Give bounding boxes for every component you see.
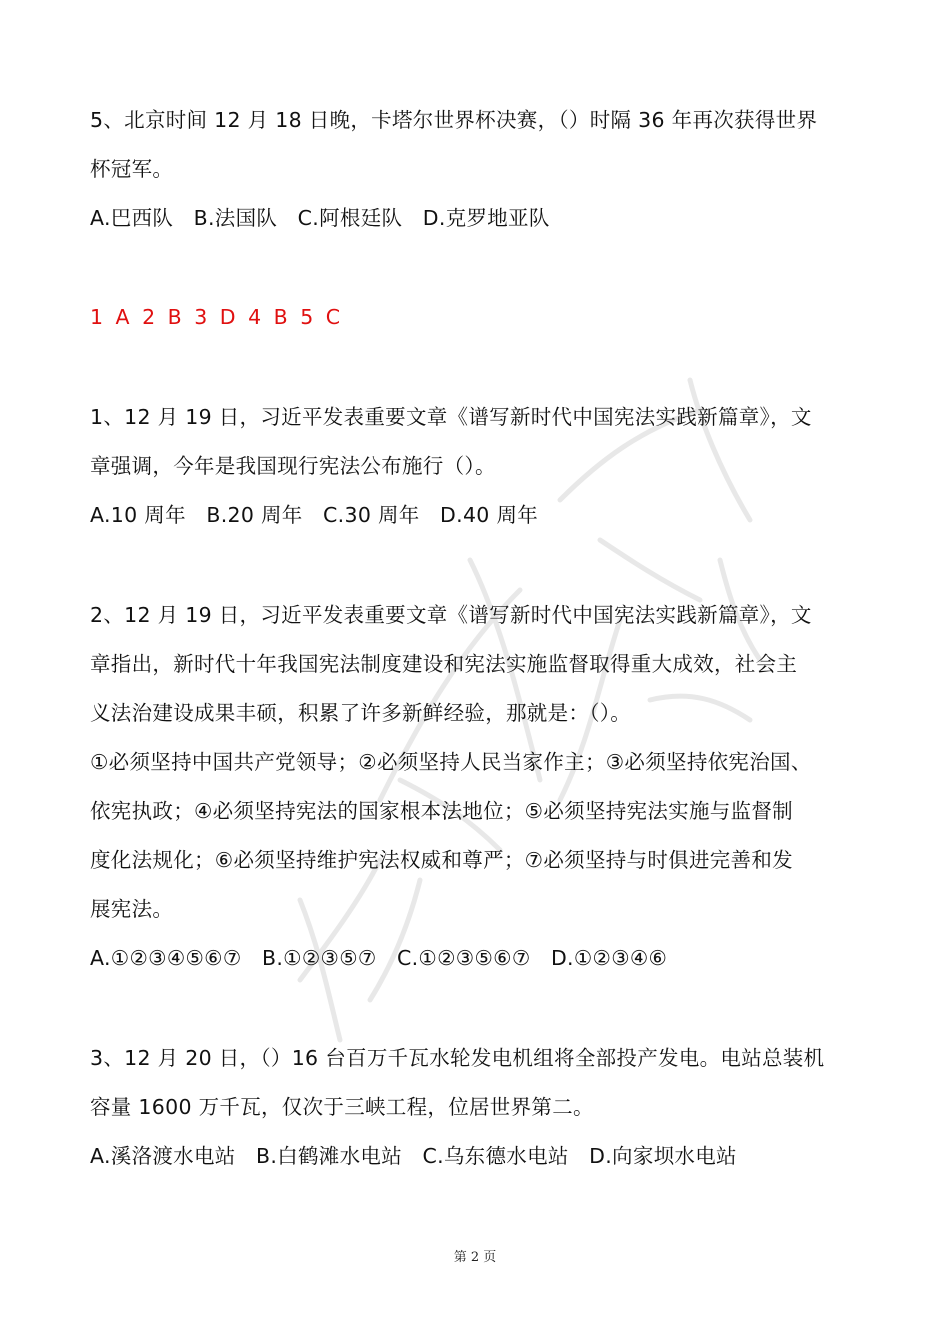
question-1-text-line-2: 章强调，今年是我国现行宪法公布施行（）。	[90, 454, 496, 478]
question-2-block	[90, 591, 860, 983]
question-3-text-line-1: 3、12 月 20 日，（）16 台百万千瓦水轮发电机组将全部投产发电。电站总装机	[90, 1046, 825, 1070]
page-number-footer: 第 2 页	[453, 1250, 497, 1265]
question-3-options: A.溪洛渡水电站 B.白鹤滩水电站 C.乌东德水电站 D.向家坝水电站	[90, 1144, 737, 1168]
question-1-block	[90, 393, 860, 540]
question-3-text-line-2: 容量 1600 万千瓦，仅次于三峡工程，位居世界第二。	[90, 1095, 594, 1119]
question-2-text-line-4: ①必须坚持中国共产党领导；②必须坚持人民当家作主；③必须坚持依宪治国、	[90, 750, 812, 774]
question-5-text-line-2: 杯冠军。	[90, 157, 174, 181]
question-2-text-line-5: 依宪执政；④必须坚持宪法的国家根本法地位；⑤必须坚持宪法实施与监督制	[90, 799, 793, 823]
question-1-text-line-1: 1、12 月 19 日，习近平发表重要文章《谱写新时代中国宪法实践新篇章》，文	[90, 405, 812, 429]
question-2-text-line-2: 章指出，新时代十年我国宪法制度建设和宪法实施监督取得重大成效，社会主	[90, 652, 798, 676]
question-2-text-line-3: 义法治建设成果丰硕，积累了许多新鲜经验，那就是：（）。	[90, 701, 632, 725]
question-2-options: A.①②③④⑤⑥⑦ B.①②③⑤⑦ C.①②③⑤⑥⑦ D.①②③④⑥	[90, 946, 668, 970]
answer-key: 1 A 2 B 3 D 4 B 5 C	[90, 305, 344, 329]
question-2-text-line-1: 2、12 月 19 日，习近平发表重要文章《谱写新时代中国宪法实践新篇章》，文	[90, 603, 812, 627]
question-5-options: A.巴西队 B.法国队 C.阿根廷队 D.克罗地亚队	[90, 206, 550, 230]
question-5-text-line-1: 5、北京时间 12 月 18 日晚，卡塔尔世界杯决赛，（）时隔 36 年再次获得世界	[90, 108, 818, 132]
question-2-text-line-7: 展宪法。	[90, 897, 174, 921]
question-1-options: A.10 周年 B.20 周年 C.30 周年 D.40 周年	[90, 503, 539, 527]
question-2-text-line-6: 度化法规化；⑥必须坚持维护宪法权威和尊严；⑦必须坚持与时俱进完善和发	[90, 848, 793, 872]
document-content	[90, 96, 860, 1181]
question-3-block	[90, 1034, 860, 1181]
question-5-block	[90, 96, 860, 243]
